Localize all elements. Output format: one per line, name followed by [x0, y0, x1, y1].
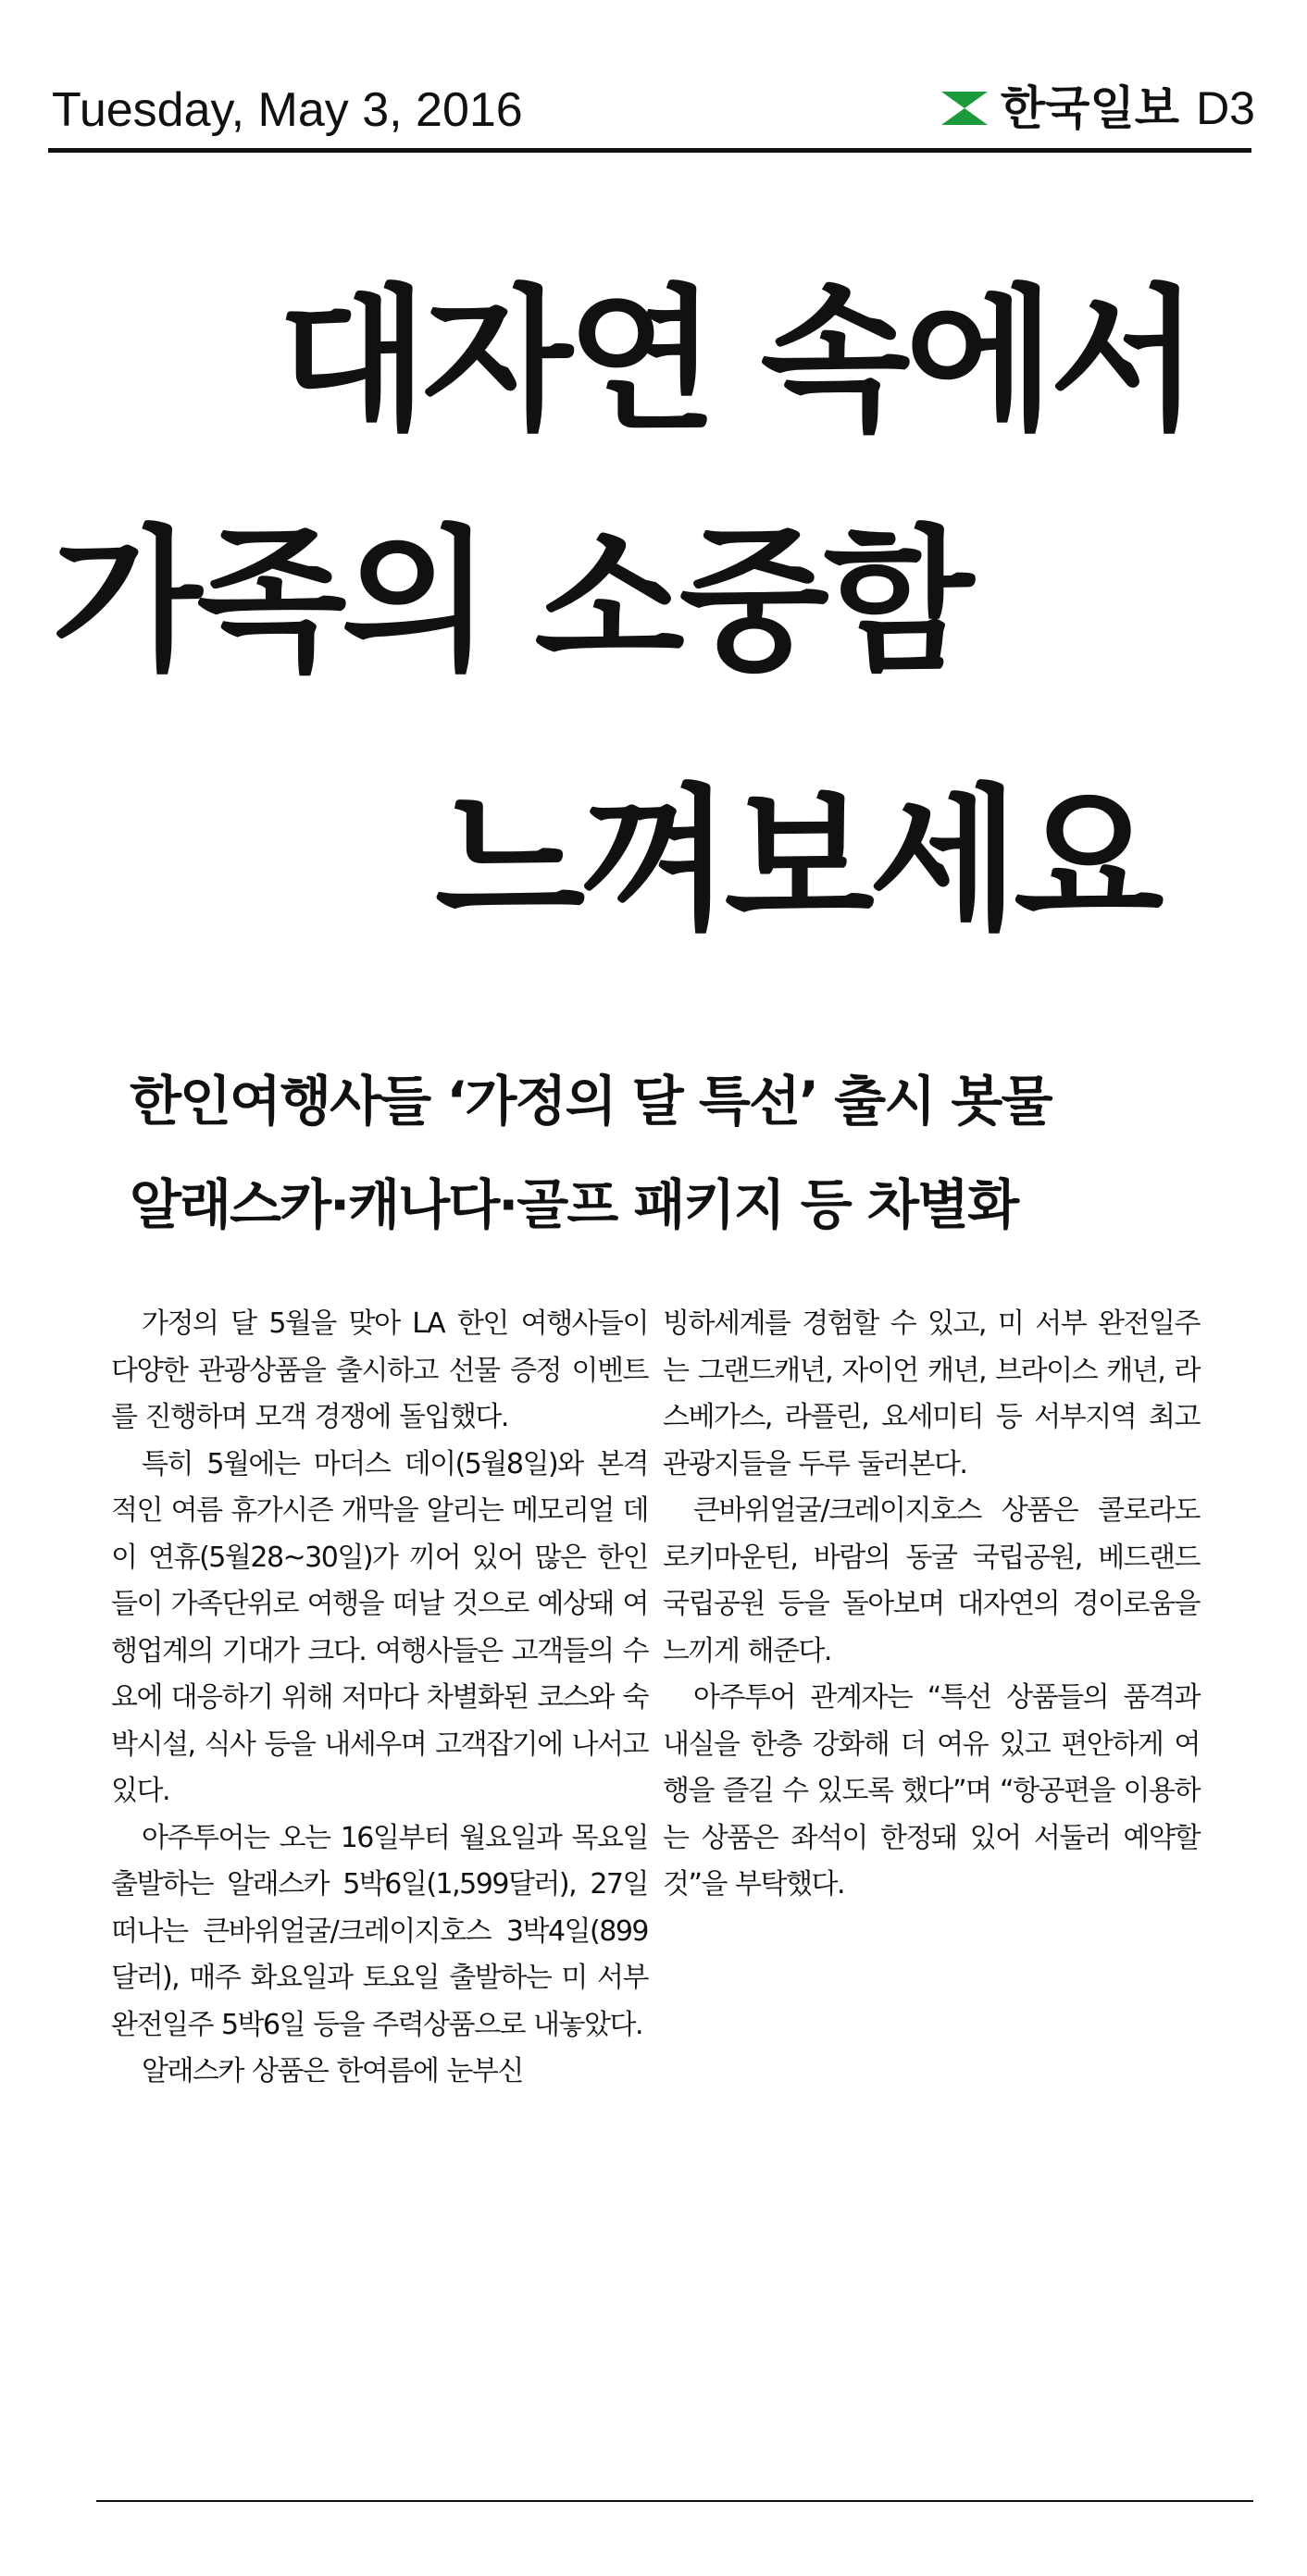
article-column-1: [111, 1301, 648, 2096]
headline-line-2: 가족의 소중함: [52, 511, 969, 692]
article-paragraph: 특히 5월에는 마더스 데이(5월8일)와 본격적인 여름 휴가시즌 개막을 알리는 메모리얼 데이 연휴(5월28~30일)가 끼어 있어 많은 한인들이 가족단위로 여행을 떠날 것으로 예상돼 여행업계의 기대가 크다. 여행사들은 고객들의 수요에 대응하기 위해 저마다 차별화된 코스와 숙박시설, 식사 등을 내세우며 고객잡기에 나서고 있다.: [111, 1447, 648, 1807]
headline-line-3: 느껴보세요: [435, 770, 1159, 951]
page-number: D3: [1196, 82, 1255, 134]
publication-brand: [940, 78, 1255, 139]
issue-date: Tuesday, May 3, 2016: [52, 83, 523, 137]
article-paragraph-continued: 빙하세계를 경험할 수 있고, 미 서부 완전일주는 그랜드캐년, 자이언 캐년, 브라이스 캐년, 라스베가스, 라플린, 요세미티 등 서부지역 최고 관광지들을 두루 둘러본다.: [663, 1307, 1200, 1480]
article-paragraph: 큰바위얼굴/크레이지호스 상품은 콜로라도 로키마운틴, 바람의 동굴 국립공원, 베드랜드 국립공원 등을 돌아보며 대자연의 경이로움을 느끼게 해준다.: [663, 1494, 1200, 1667]
article-paragraph: 가정의 달 5월을 맞아 LA 한인 여행사들이 다양한 관광상품을 출시하고 선물 증정 이벤트를 진행하며 모객 경쟁에 돌입했다.: [111, 1307, 648, 1433]
article-paragraph: 아주투어는 오는 16일부터 월요일과 목요일 출발하는 알래스카 5박6일(1,599달러), 27일 떠나는 큰바위얼굴/크레이지호스 3박4일(899달러), 매주 화요일과 토요일 출발하는 미 서부 완전일주 5박6일 등을 주력상품으로 내놓았다.: [111, 1821, 648, 2041]
header-divider: [48, 148, 1251, 153]
publication-name: 한국일보: [1000, 81, 1180, 135]
article-paragraph: 알래스카 상품은 한여름에 눈부신: [142, 2055, 523, 2087]
article-paragraph: 아주투어 관계자는 “특선 상품들의 품격과 내실을 한층 강화해 더 여유 있고 편안하게 여행을 즐길 수 있도록 했다”며 “항공편을 이용하는 상품은 좌석이 한정돼 있어 서둘러 예약할 것”을 부탁했다.: [663, 1681, 1200, 1901]
headline-line-1: 대자연 속에서: [278, 270, 1195, 452]
footer-divider: [96, 2500, 1253, 2502]
subheadline-line-2: 알래스카·캐나다·골프 패키지 등 차별화: [130, 1173, 1018, 1236]
subheadline-line-1: 한인여행사들 ‘가정의 달 특선’ 출시 봇물: [130, 1070, 1052, 1133]
article-column-2: [663, 1301, 1200, 1909]
hourglass-logo-icon: [940, 90, 990, 127]
